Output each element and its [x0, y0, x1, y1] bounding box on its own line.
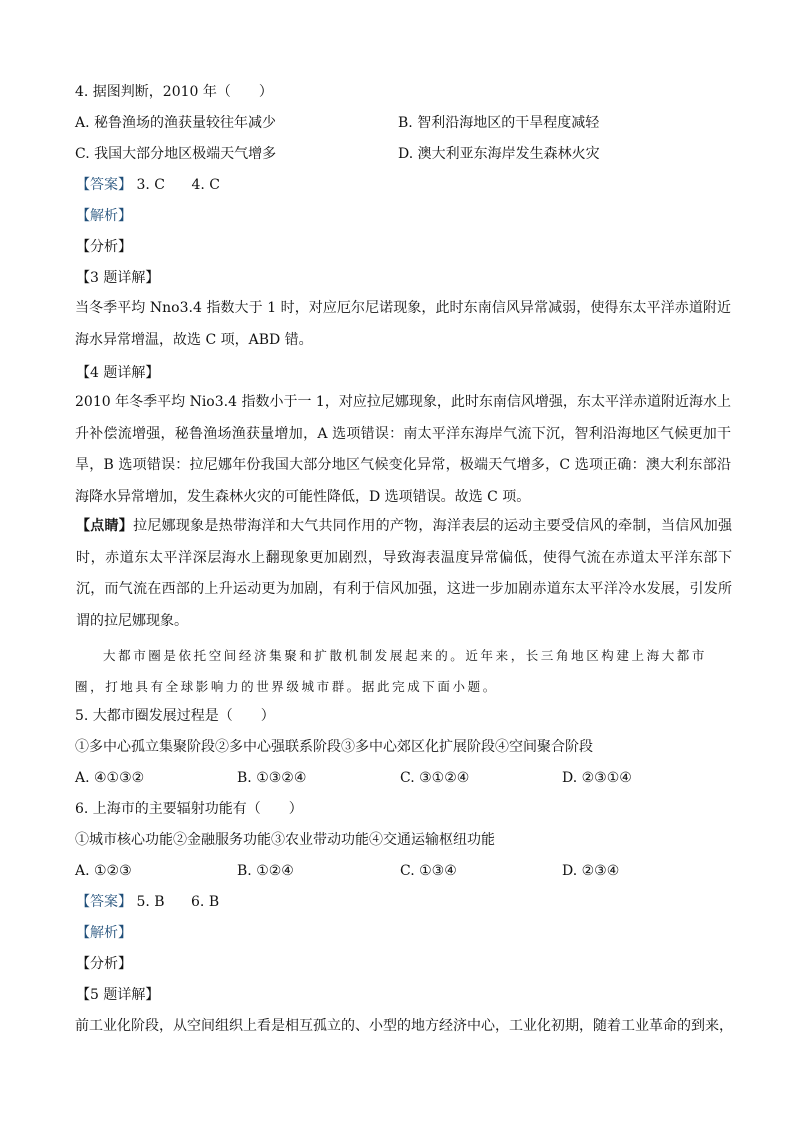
- q4-detail-heading: 【4 题详解】: [76, 365, 160, 381]
- question-6-stem: 6. 上海市的主要辐射功能有（ ）: [75, 801, 303, 817]
- material-passage: 大都市圈是依托空间经济集聚和扩散机制发展起来的。近年来，长三角地区构建上海大都市圈，打地具有全球影响力的世界级城市群。据此完成下面小题。: [75, 648, 708, 694]
- answer-4: 4. C: [191, 177, 220, 193]
- answer-line-3-4: [76, 176, 220, 194]
- answer-5: 5. B: [136, 894, 165, 910]
- answer-6: 6. B: [191, 894, 220, 910]
- q4-option-d: D. 澳大利亚东海岸发生森林火灾: [398, 146, 600, 162]
- q5-detail-text: 前工业化阶段，从空间组织上看是相互孤立的、小型的地方经济中心，工业化初期，随着工业革命的到来，: [75, 1018, 733, 1034]
- fenxi-tag: 【分析】: [76, 956, 132, 972]
- fenxi-tag: 【分析】: [76, 239, 132, 255]
- q5-option-a: A. ④①③②: [75, 770, 145, 786]
- q3-detail-heading: 【3 题详解】: [76, 270, 160, 286]
- analysis-tag: 【解析】: [76, 925, 132, 941]
- q6-option-a: A. ①②③: [75, 863, 132, 879]
- q5-items: ①多中心孤立集聚阶段②多中心强联系阶段③多中心郊区化扩展阶段④空间聚合阶段: [75, 739, 593, 755]
- q6-option-d: D. ②③④: [562, 863, 620, 879]
- q4-option-c: C. 我国大部分地区极端天气增多: [75, 146, 277, 162]
- q4-option-a: A. 秘鲁渔场的渔获量较往年减少: [75, 115, 277, 131]
- q5-option-d: D. ②③①④: [562, 770, 632, 786]
- q4-option-b: B. 智利沿海地区的干旱程度减轻: [398, 115, 600, 131]
- q4-detail-text: 2010 年冬季平均 Nio3.4 指数小于一 1，对应拉尼娜现象，此时东南信风增强，东太平洋赤道附近海水上升补偿流增强，秘鲁渔场渔获量增加，A 选项错误：南太平洋东海岸气流下沉，智利沿海地区气候更加干旱，B 选项错误：拉尼娜年份我国大部分地区气候变化异常，极端天气增多，C 选项正确：澳大利东部沿海降水异常增加，发生森林火灾的可能性降低，D 选项错误。故选 C 项。: [75, 394, 731, 505]
- dianjing-tag: 【点睛】: [76, 518, 134, 534]
- answer-tag: 【答案】: [76, 177, 132, 193]
- question-5-stem: 5. 大都市圈发展过程是（ ）: [75, 708, 275, 724]
- q5-option-c: C. ③①②④: [400, 770, 470, 786]
- q5-option-b: B. ①③②④: [237, 770, 307, 786]
- question-4-stem: 4. 据图判断，2010 年（ ）: [75, 84, 273, 100]
- q5-detail-heading: 【5 题详解】: [76, 987, 160, 1003]
- analysis-tag: 【解析】: [76, 208, 132, 224]
- q6-items: ①城市核心功能②金融服务功能③农业带动功能④交通运输枢纽功能: [75, 832, 495, 848]
- q3-detail-text: 当冬季平均 Nno3.4 指数大于 1 时，对应厄尔尼诺现象，此时东南信风异常减弱，使得东太平洋赤道附近海水异常增温，故选 C 项，ABD 错。: [75, 300, 731, 348]
- q6-option-c: C. ①③④: [400, 863, 457, 879]
- answer-line-5-6: [76, 893, 219, 911]
- dianjing-text: 拉尼娜现象是热带海洋和大气共同作用的产物，海洋表层的运动主要受信风的牵制，当信风加强时，赤道东太平洋深层海水上翻现象更加剧烈，导致海表温度异常偏低，使得气流在赤道太平洋东部下沉，而气流在西部的上升运动更为加剧，有利于信风加强，这进一步加剧赤道东太平洋冷水发展，引发所谓的拉尼娜现象。: [76, 518, 733, 629]
- dianjing-block: [76, 511, 732, 637]
- answer-tag: 【答案】: [76, 894, 132, 910]
- answer-3: 3. C: [136, 177, 165, 193]
- q6-option-b: B. ①②④: [237, 863, 294, 879]
